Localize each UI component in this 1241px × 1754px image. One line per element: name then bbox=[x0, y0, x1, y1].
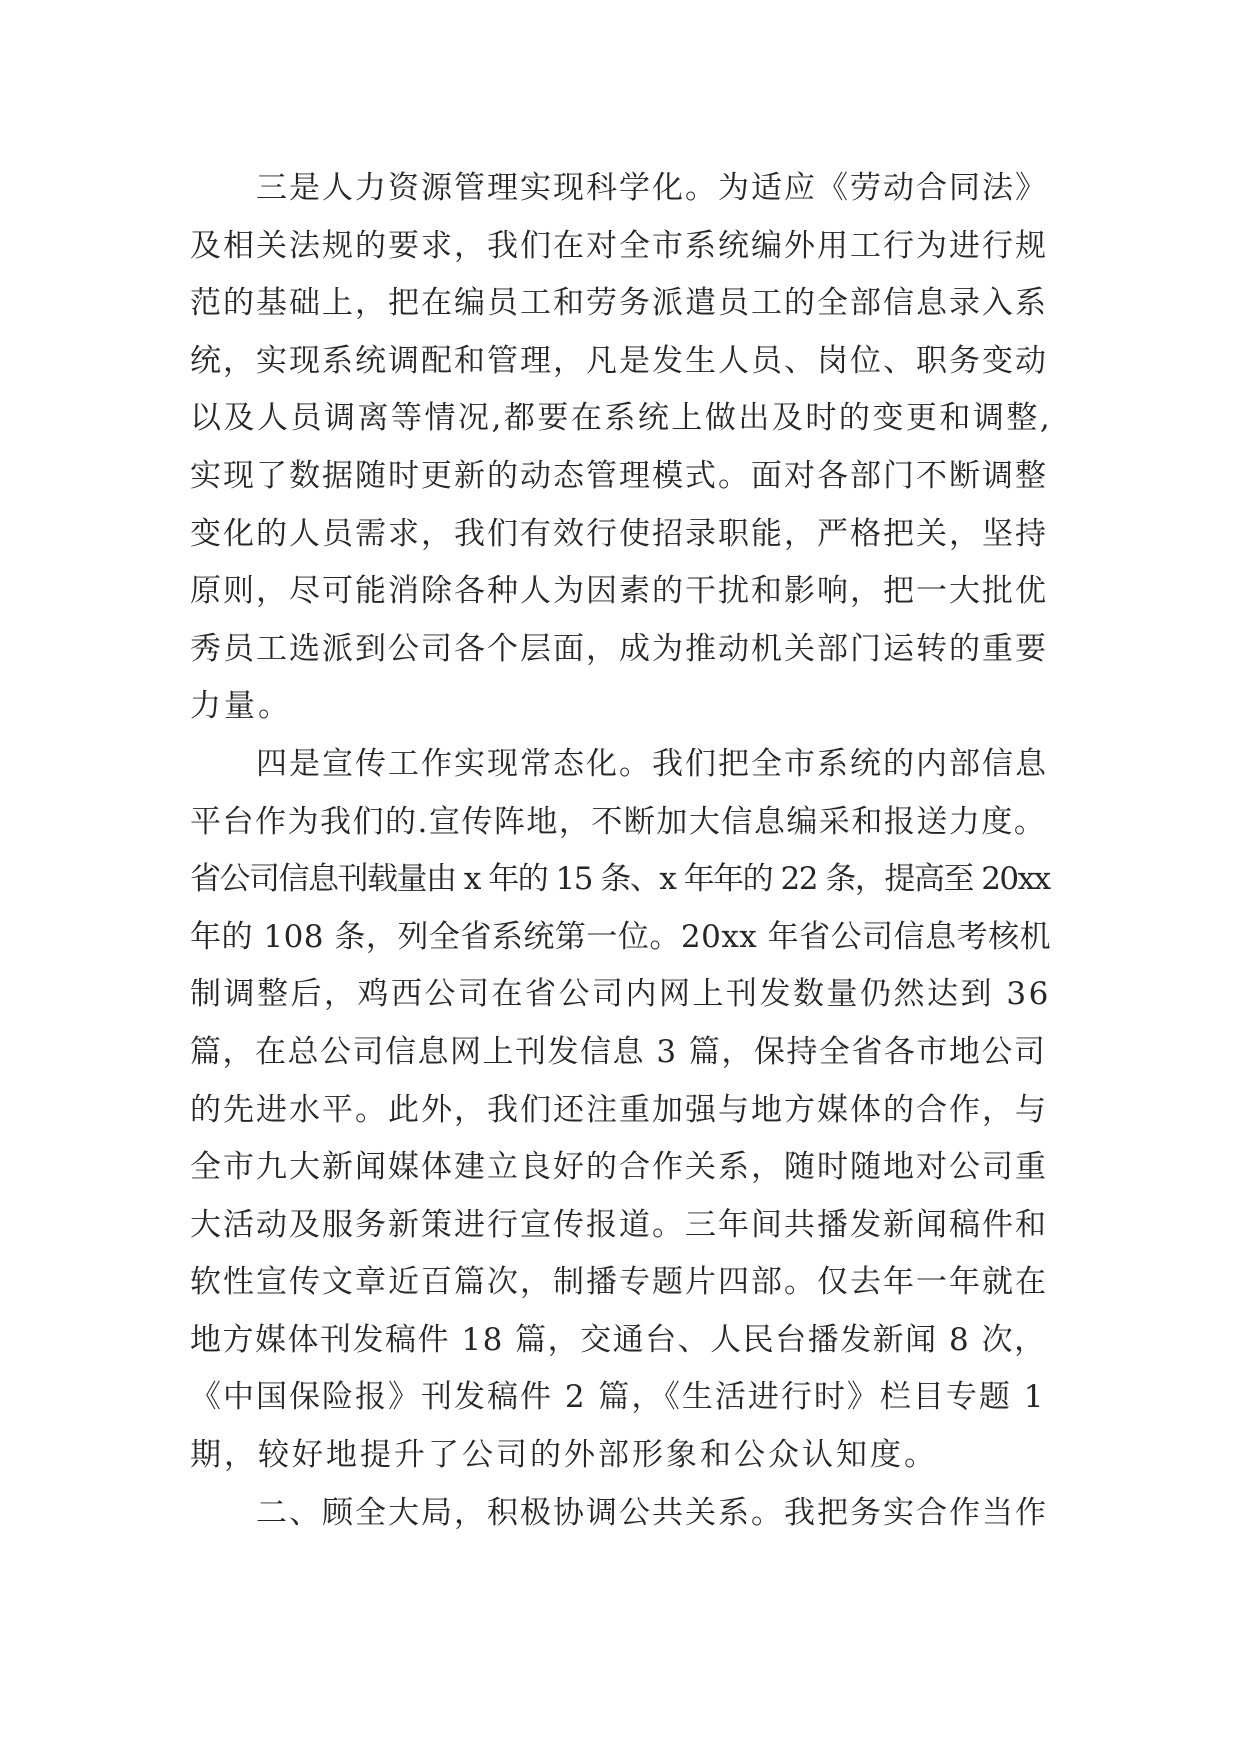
paragraph-line: 篇，在总公司信息网上刊发信息 3 篇，保持全省各市地公司 bbox=[190, 1033, 1047, 1070]
paragraph-line: 期，较好地提升了公司的外部形象和公众认知度。 bbox=[190, 1437, 938, 1474]
paragraph-line: 四是宣传工作实现常态化。我们把全市系统的内部信息 bbox=[256, 745, 1048, 782]
paragraph-line: 全市九大新闻媒体建立良好的合作关系，随时随地对公司重 bbox=[190, 1149, 1048, 1186]
paragraph-line: 范的基础上，把在编员工和劳务派遣员工的全部信息录入系 bbox=[190, 285, 1048, 322]
paragraph-line: 平台作为我们的.宣传阵地，不断加大信息编采和报送力度。 bbox=[190, 803, 1047, 840]
body-text bbox=[190, 160, 1052, 1542]
paragraph-line: 力量。 bbox=[190, 688, 292, 725]
paragraph-line: 三是人力资源管理实现科学化。为适应《劳动合同法》 bbox=[256, 170, 1048, 206]
paragraph-line: 的先进水平。此外，我们还注重加强与地方媒体的合作，与 bbox=[190, 1091, 1048, 1128]
paragraph-line: 以及人员调离等情况,都要在系统上做出及时的变更和调整, bbox=[190, 400, 1053, 437]
paragraph-line: 统，实现系统调配和管理，凡是发生人员、岗位、职务变动 bbox=[190, 342, 1048, 379]
paragraph-line: 软性宣传文章近百篇次，制播专题片四部。仅去年一年就在 bbox=[190, 1264, 1048, 1301]
paragraph-line: 秀员工选派到公司各个层面，成为推动机关部门运转的重要 bbox=[190, 630, 1048, 667]
paragraph-line: 变化的人员需求，我们有效行使招录职能，严格把关，坚持 bbox=[190, 515, 1048, 552]
paragraph-line: 二、顾全大局，积极协调公共关系。我把务实合作当作 bbox=[256, 1494, 1048, 1531]
paragraph-line: 年的 108 条，列全省系统第一位。20xx 年省公司信息考核机 bbox=[190, 918, 1052, 955]
paragraph-line: 《中国保险报》刊发稿件 2 篇，《生活进行时》栏目专题 1 bbox=[190, 1379, 1046, 1416]
paragraph-line: 制调整后，鸡西公司在省公司内网上刊发数量仍然达到 36 bbox=[190, 976, 1051, 1013]
paragraph-line: 实现了数据随时更新的动态管理模式。面对各部门不断调整 bbox=[190, 457, 1048, 494]
paragraph-line: 及相关法规的要求，我们在对全市系统编外用工行为进行规 bbox=[190, 227, 1048, 264]
paragraph-line: 原则，尽可能消除各种人为因素的干扰和影响，把一大批优 bbox=[190, 573, 1048, 610]
paragraph-line: 地方媒体刊发稿件 18 篇，交通台、人民台播发新闻 8 次， bbox=[190, 1321, 1047, 1358]
paragraph-line: 大活动及服务新策进行宣传报道。三年间共播发新闻稿件和 bbox=[190, 1206, 1048, 1243]
paragraph-line: 省公司信息刊载量由 x 年的 15 条、x 年年的 22 条，提高至 20xx bbox=[190, 861, 1050, 898]
